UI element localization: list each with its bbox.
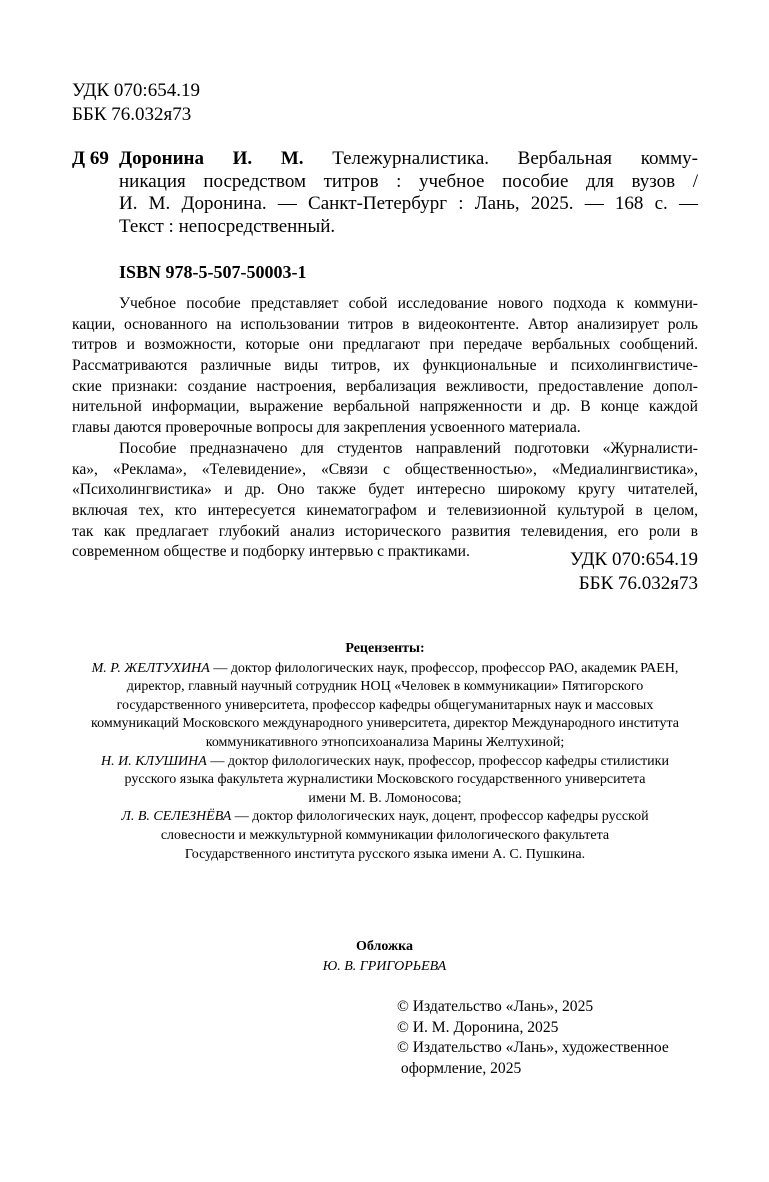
abstract-p1-line: титров и возможности, которые они предлагают при передаче вербальных сообщений. (72, 336, 698, 354)
abstract-p2-line: «Психолингвистика» и др. Оно также будет интересно широкому кругу читателей, (72, 481, 698, 499)
reviewer-1-line: государственного университета, профессор кафедры общегуманитарных наук и массовых (116, 697, 654, 713)
abstract-p1-line: ские признаки: создание настроения, вербализация вежливости, предоставление допол- (72, 377, 698, 395)
bbk-code-bottom: ББК 76.032я73 (578, 573, 698, 594)
bbk-code-top: ББК 76.032я73 (72, 104, 192, 125)
author-mark: Д 69 (72, 148, 109, 169)
abstract-p2-line: современном обществе и подборку интервью с практиками. (72, 543, 470, 561)
abstract-p2-line: так как предлагает глубокий анализ исторического развития телевидения, его роли в (72, 522, 698, 540)
abstract-p2-line: включая тех, кто интересуется кинематографом и телевизионной культурой в целом, (72, 501, 698, 519)
abstract-p1-line: Рассматриваются различные виды титров, их функциональные и психолингвистиче- (72, 357, 698, 375)
reviewer-1-name: М. Р. ЖЕЛТУХИНА (91, 660, 210, 676)
cover-heading: Обложка (355, 939, 414, 954)
udk-code-bottom: УДК 070:654.19 (570, 549, 698, 570)
abstract-p2-line: Пособие предназначено для студентов направлений подготовки «Журналисти- (119, 439, 698, 457)
copyright-block (397, 997, 669, 1079)
reviewer-2-name: Н. И. КЛУШИНА (101, 753, 207, 769)
abstract-p1-line: кации, основанного на использовании титров в видеоконтенте. Автор анализирует роль (72, 315, 698, 333)
reviewer-3-line: Л. В. СЕЛЕЗНЁВА — доктор филологических наук, доцент, профессор кафедры русской (121, 809, 649, 825)
reviewer-1-line: коммуникативного этнопсихоанализа Марины Желтухиной; (205, 734, 565, 750)
udk-code-top: УДК 070:654.19 (72, 80, 200, 101)
reviewers-block (60, 640, 710, 864)
abstract-p1-line: главы даются проверочные вопросы для закрепления усвоенного материала. (72, 419, 581, 437)
entry-line-1-rest: Тележурналистика. Вербальная комму- (332, 148, 698, 169)
author-name: Доронина И. М. (119, 148, 304, 169)
copyright-line: © Издательство «Лань», художественное (397, 1039, 669, 1057)
reviewer-2-line: Н. И. КЛУШИНА — доктор филологических наук, профессор, профессор кафедры стилистики (101, 753, 669, 769)
copyright-line: оформление, 2025 (397, 1059, 522, 1077)
reviewer-2-line: русского языка факультета журналистики Московского государственного университета (124, 772, 646, 788)
cover-designer-name: Ю. В. ГРИГОРЬЕВА (322, 959, 447, 974)
entry-line-4: Текст : непосредственный. (119, 215, 336, 237)
copyright-line: © Издательство «Лань», 2025 (397, 998, 594, 1015)
reviewer-3-line: Государственного института русского языка имени А. С. Пушкина. (184, 846, 586, 862)
entry-line-2: никация посредством титров : учебное пособие для вузов / (119, 170, 698, 192)
isbn: ISBN 978-5-507-50003-1 (119, 262, 307, 282)
abstract-p1-line: Учебное пособие представляет собой исследование нового подхода к коммуни- (119, 295, 698, 312)
entry-line-3: И. М. Доронина. — Санкт-Петербург : Лань, 2025. — 168 с. — (119, 193, 698, 214)
abstract-p2-line: ка», «Реклама», «Телевидение», «Связи с общественностью», «Медиалингвистика», (72, 460, 698, 478)
entry-line-1 (119, 148, 698, 171)
classification-codes-bottom (570, 548, 698, 596)
reviewer-1-line: коммуникаций Московского международного университета, директор Международного института (91, 716, 679, 732)
bibliographic-description (119, 148, 698, 238)
reviewer-3-line: словесности и межкультурной коммуникации филологического факультета (160, 827, 610, 843)
reviewer-1-line: директор, главный научный сотрудник НОЦ «Человек в коммуникации» Пятигорского (126, 679, 644, 695)
reviewer-3-name: Л. В. СЕЛЕЗНЁВА (121, 809, 232, 825)
abstract (72, 294, 698, 563)
reviewer-2-line: имени М. В. Ломоносова; (308, 790, 462, 806)
reviewer-1-line: М. Р. ЖЕЛТУХИНА — доктор филологических наук, профессор, профессор РАО, академик РАЕН, (91, 660, 679, 676)
abstract-p1-line: нительной информации, выражение вербальной напряженности и др. В конце каждой (72, 398, 698, 416)
reviewers-heading: Рецензенты: (345, 641, 425, 656)
copyright-line: © И. М. Доронина, 2025 (397, 1018, 559, 1036)
